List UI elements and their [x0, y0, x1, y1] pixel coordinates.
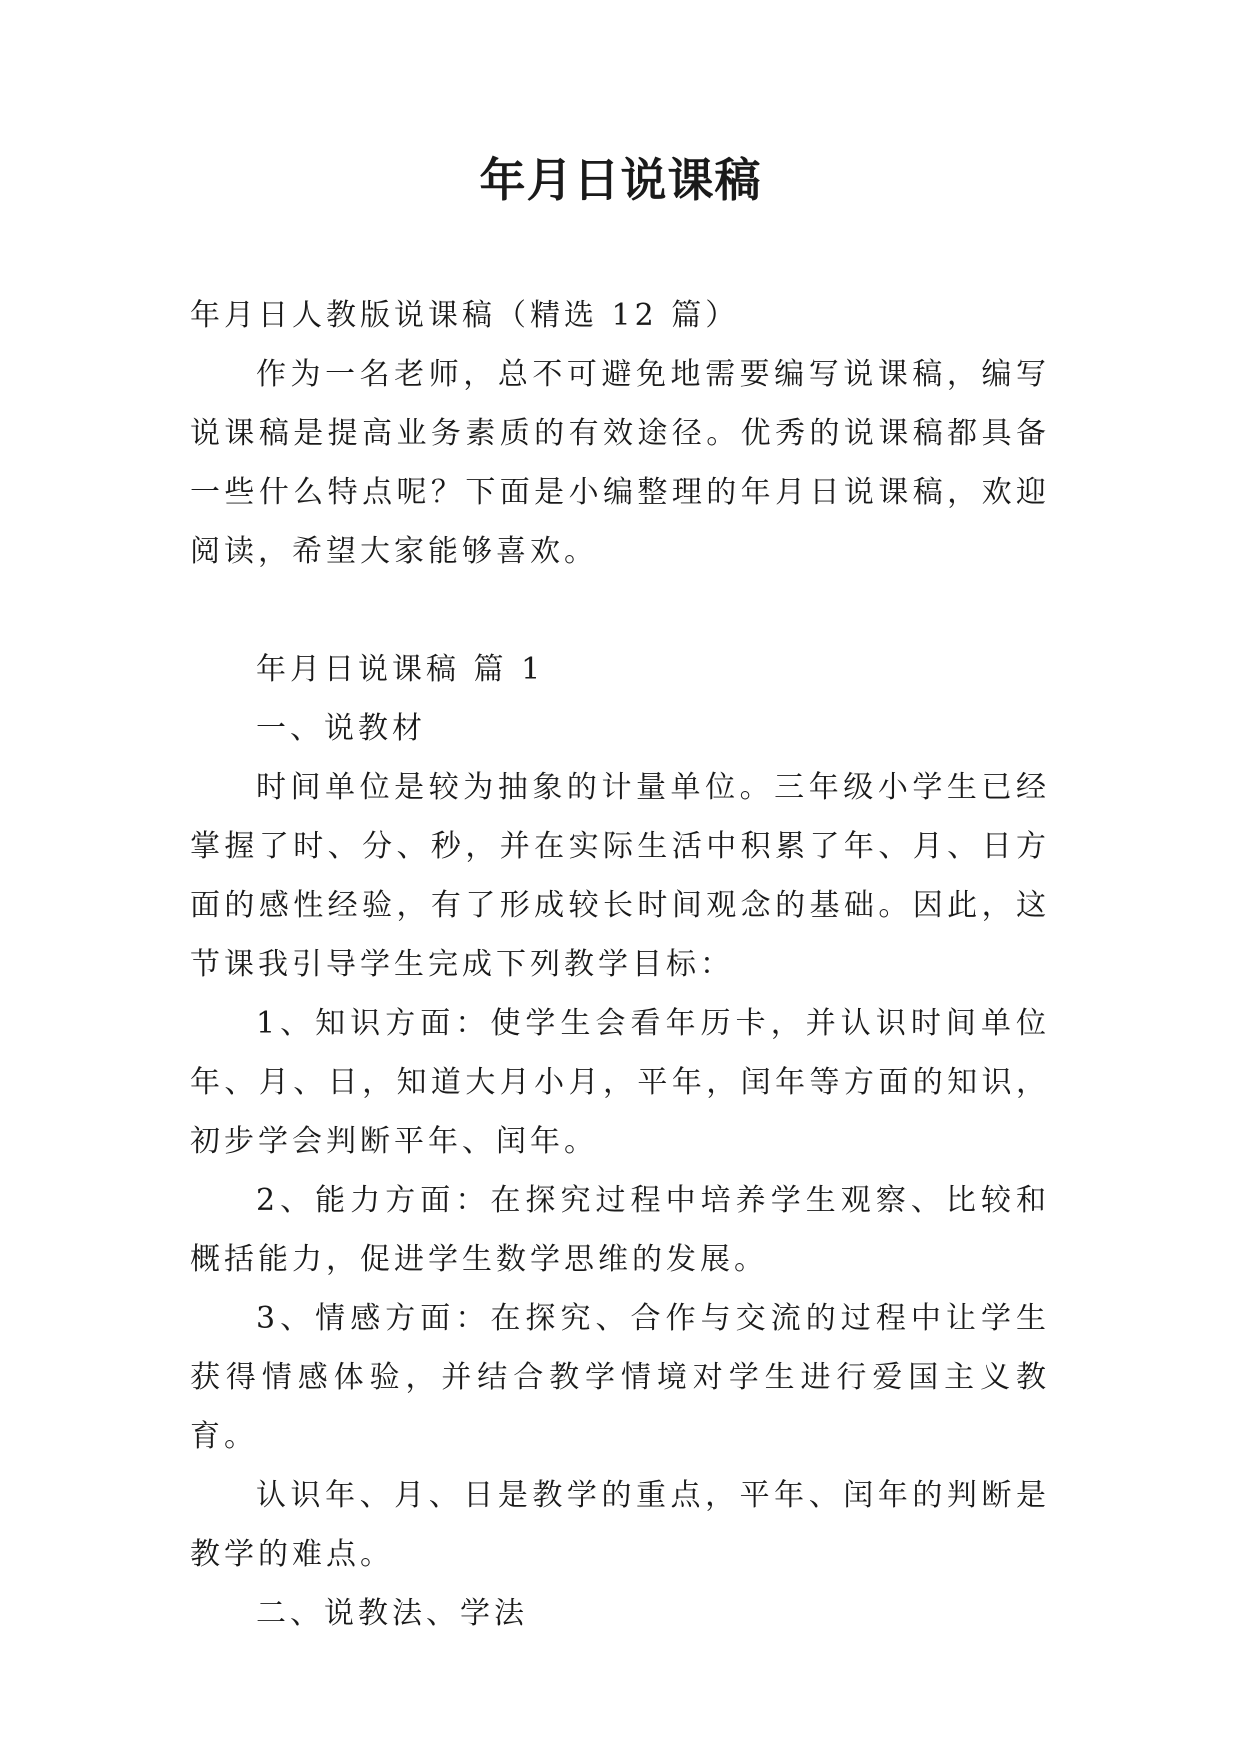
part1-heading: 一、说教材 — [256, 711, 426, 746]
intro-paragraph: 作为一名老师，总不可避免地需要编写说课稿，编写说课稿是提高业务素质的有效途径。优秀的说课稿都具备一些什么特点呢？下面是小编整理的年月日说课稿，欢迎阅读，希望大家能够喜欢。 — [190, 357, 1050, 569]
document-subtitle: 年月日人教版说课稿（精选 12 篇） — [190, 298, 740, 333]
document-title: 年月日说课稿 — [479, 153, 762, 207]
goal-knowledge: 1、知识方面：使学生会看年历卡，并认识时间单位年、月、日，知道大月小月，平年，闰年等方面的知识，初步学会判断平年、闰年。 — [190, 1006, 1050, 1159]
goal-ability: 2、能力方面：在探究过程中培养学生观察、比较和概括能力，促进学生数学思维的发展。 — [190, 1183, 1050, 1277]
paragraph-spacer — [190, 581, 1050, 640]
textbook-paragraph: 时间单位是较为抽象的计量单位。三年级小学生已经掌握了时、分、秒，并在实际生活中积累了年、月、日方面的感性经验，有了形成较长时间观念的基础。因此，这节课我引导学生完成下列教学目标： — [190, 770, 1050, 982]
key-difficult-points: 认识年、月、日是教学的重点，平年、闰年的判断是教学的难点。 — [190, 1478, 1050, 1572]
document-body — [190, 286, 1050, 1643]
goal-emotion: 3、情感方面：在探究、合作与交流的过程中让学生获得情感体验，并结合教学情境对学生进行爱国主义教育。 — [190, 1301, 1050, 1454]
part2-heading: 二、说教法、学法 — [256, 1596, 528, 1631]
section-heading: 年月日说课稿 篇 1 — [256, 652, 545, 687]
